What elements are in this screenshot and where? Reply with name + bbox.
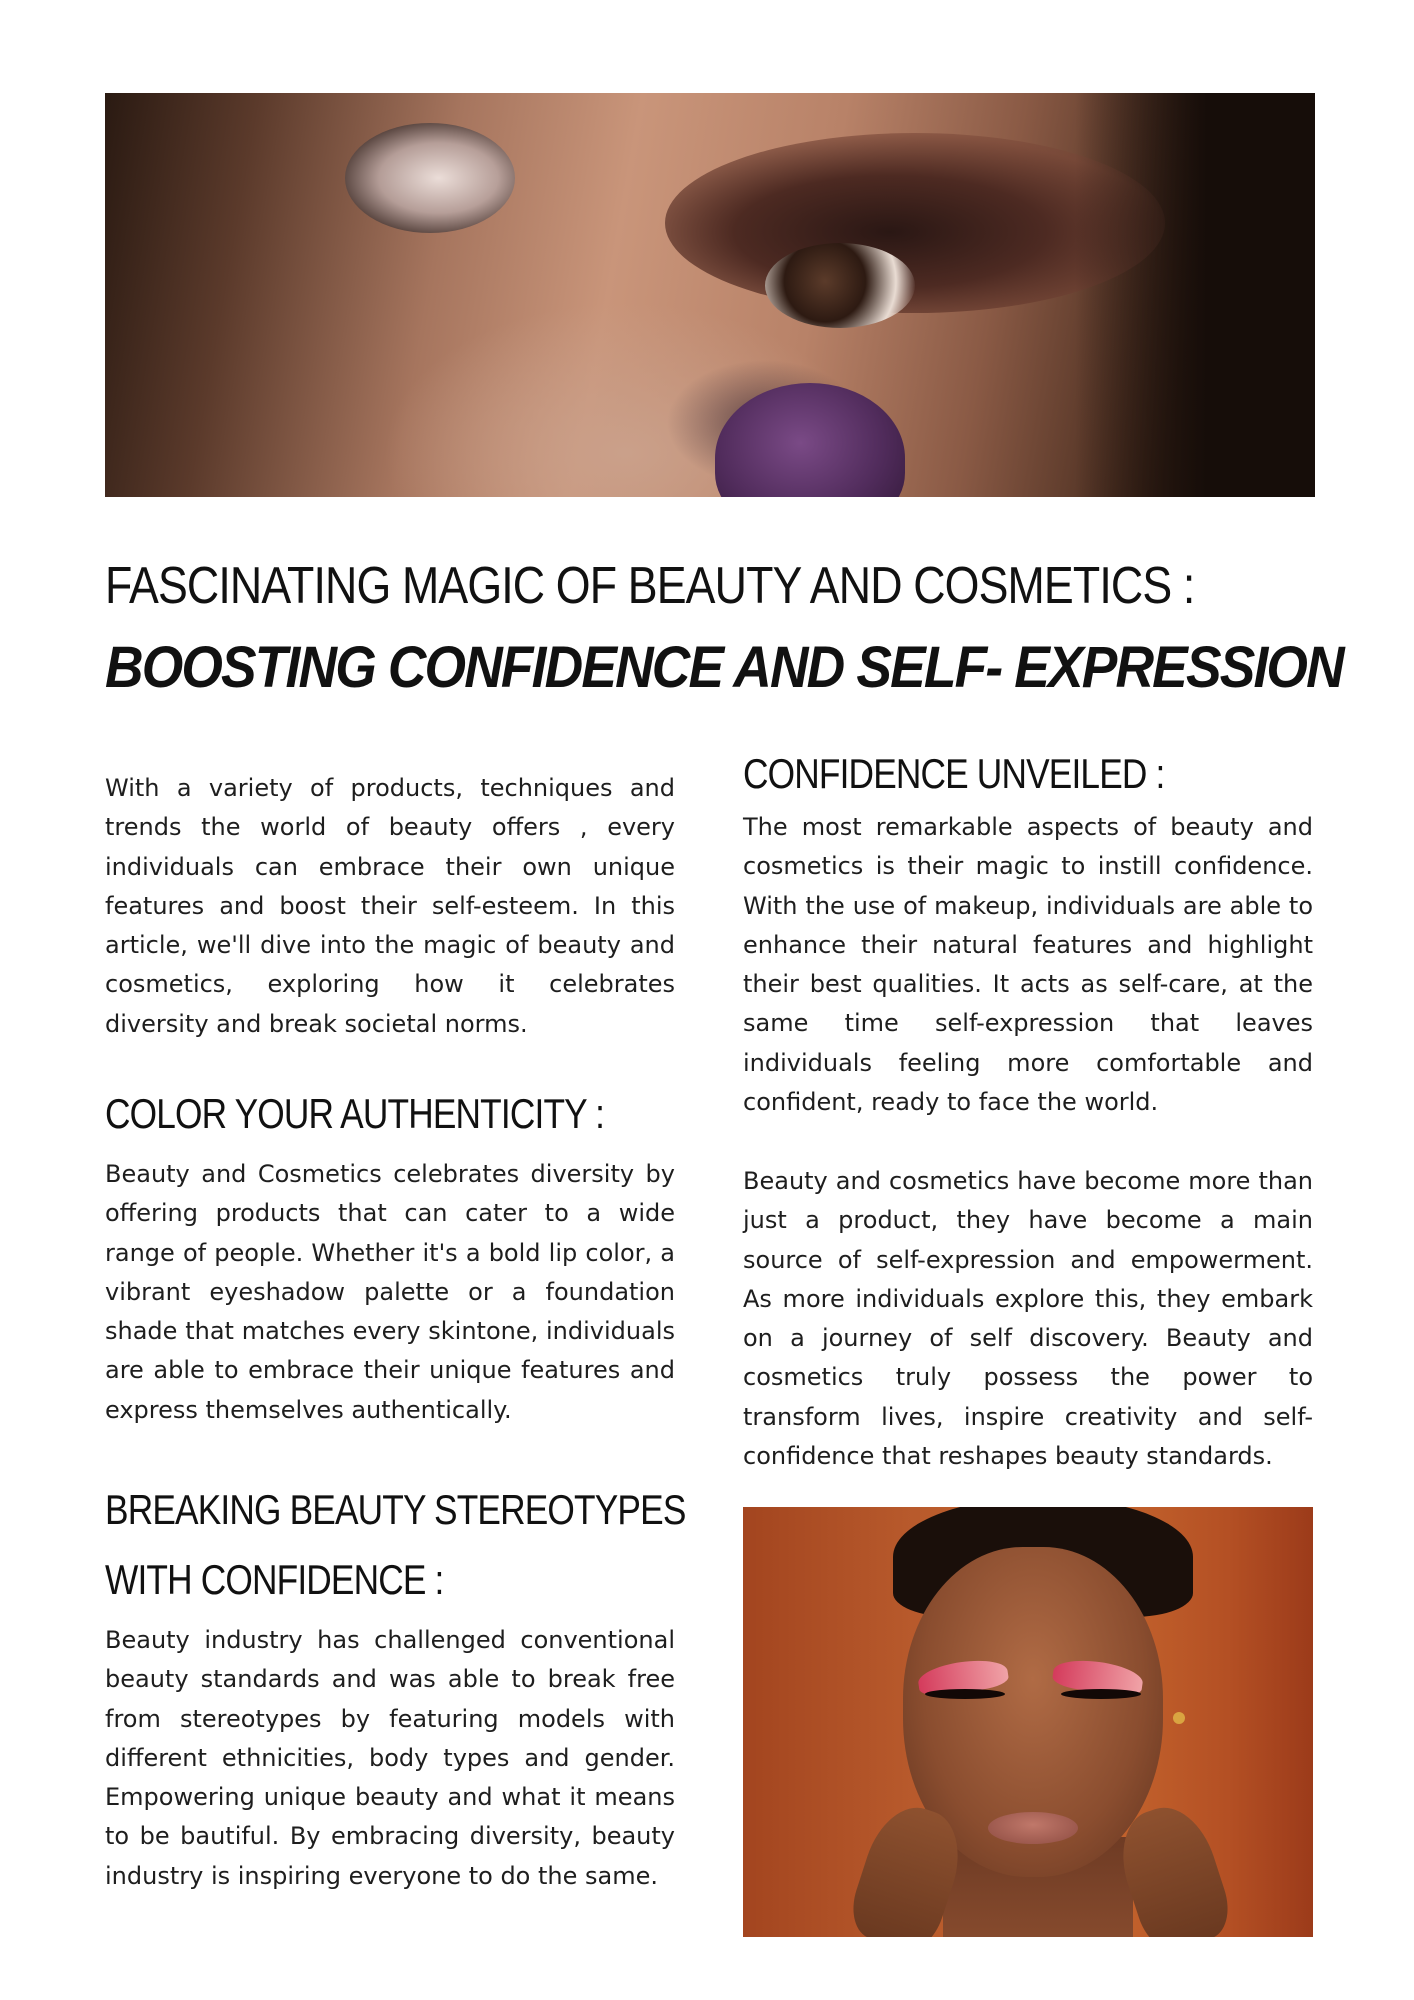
section-heading-color-authenticity: COLOR YOUR AUTHENTICITY :: [105, 1090, 605, 1137]
photo-detail-left-eye: [345, 123, 515, 233]
section-body-breaking-stereotypes: Beauty industry has challenged conventional beauty standards and was able to break free from stereotypes by featuring models with different ethnicities, body types and gender. Empowering unique beauty and what it means to be bautiful. By embracing diversity, beauty industry is inspiring everyone to do the same.: [105, 1626, 675, 1890]
section-body-color-authenticity: Beauty and Cosmetics celebrates diversity by offering products that can cater to a wide range of people. Whether it's a bold lip color, a vibrant eyeshadow palette or a foundation shade that matches every skintone, individuals are able to embrace their unique features and express themselves authentically.: [105, 1160, 675, 1424]
photo-detail-lips: [988, 1812, 1078, 1844]
section-heading-breaking-stereotypes-line1: BREAKING BEAUTY STEREOTYPES: [105, 1486, 686, 1533]
photo-detail-makeup-sponge: [715, 383, 905, 497]
photo-detail-lash-right: [1061, 1689, 1141, 1699]
section-body-confidence-unveiled: The most remarkable aspects of beauty and cosmetics is their magic to instill confidence. With the use of makeup, individuals are able to enhance their natural features and highlight their best qualities. It acts as self-care, at the same time self-expression that leaves individuals feeling more comfortable and confident, ready to face the world.: [743, 813, 1313, 1117]
section-heading-confidence-unveiled: CONFIDENCE UNVEILED :: [743, 750, 1165, 797]
article-title-line2: BOOSTING CONFIDENCE AND SELF- EXPRESSION: [105, 635, 1343, 700]
section-heading-breaking-stereotypes-line2: WITH CONFIDENCE :: [105, 1556, 444, 1603]
article-title-line1: FASCINATING MAGIC OF BEAUTY AND COSMETICS :: [105, 557, 1195, 615]
photo-detail-lash-left: [925, 1689, 1005, 1699]
photo-detail-iris: [765, 243, 915, 328]
hero-eye-makeup-photo: [105, 93, 1315, 497]
photo-detail-hair: [1075, 93, 1315, 497]
photo-detail-earring: [1173, 1712, 1185, 1724]
section-body-confidence-unveiled-2: Beauty and cosmetics have become more than just a product, they have become a main source of self-expression and empowerment. As more individuals explore this, they embark on a journey of self discovery. Beauty and cosmetics truly possess the power to transform lives, inspire creativity and self-confidence that reshapes beauty standards.: [743, 1167, 1313, 1471]
portrait-model-photo: [743, 1507, 1313, 1937]
intro-paragraph: With a variety of products, techniques and trends the world of beauty offers , every individuals can embrace their own unique features and boost their self-esteem. In this article, we'll dive into the magic of beauty and cosmetics, exploring how it celebrates diversity and break societal norms.: [105, 774, 675, 1038]
